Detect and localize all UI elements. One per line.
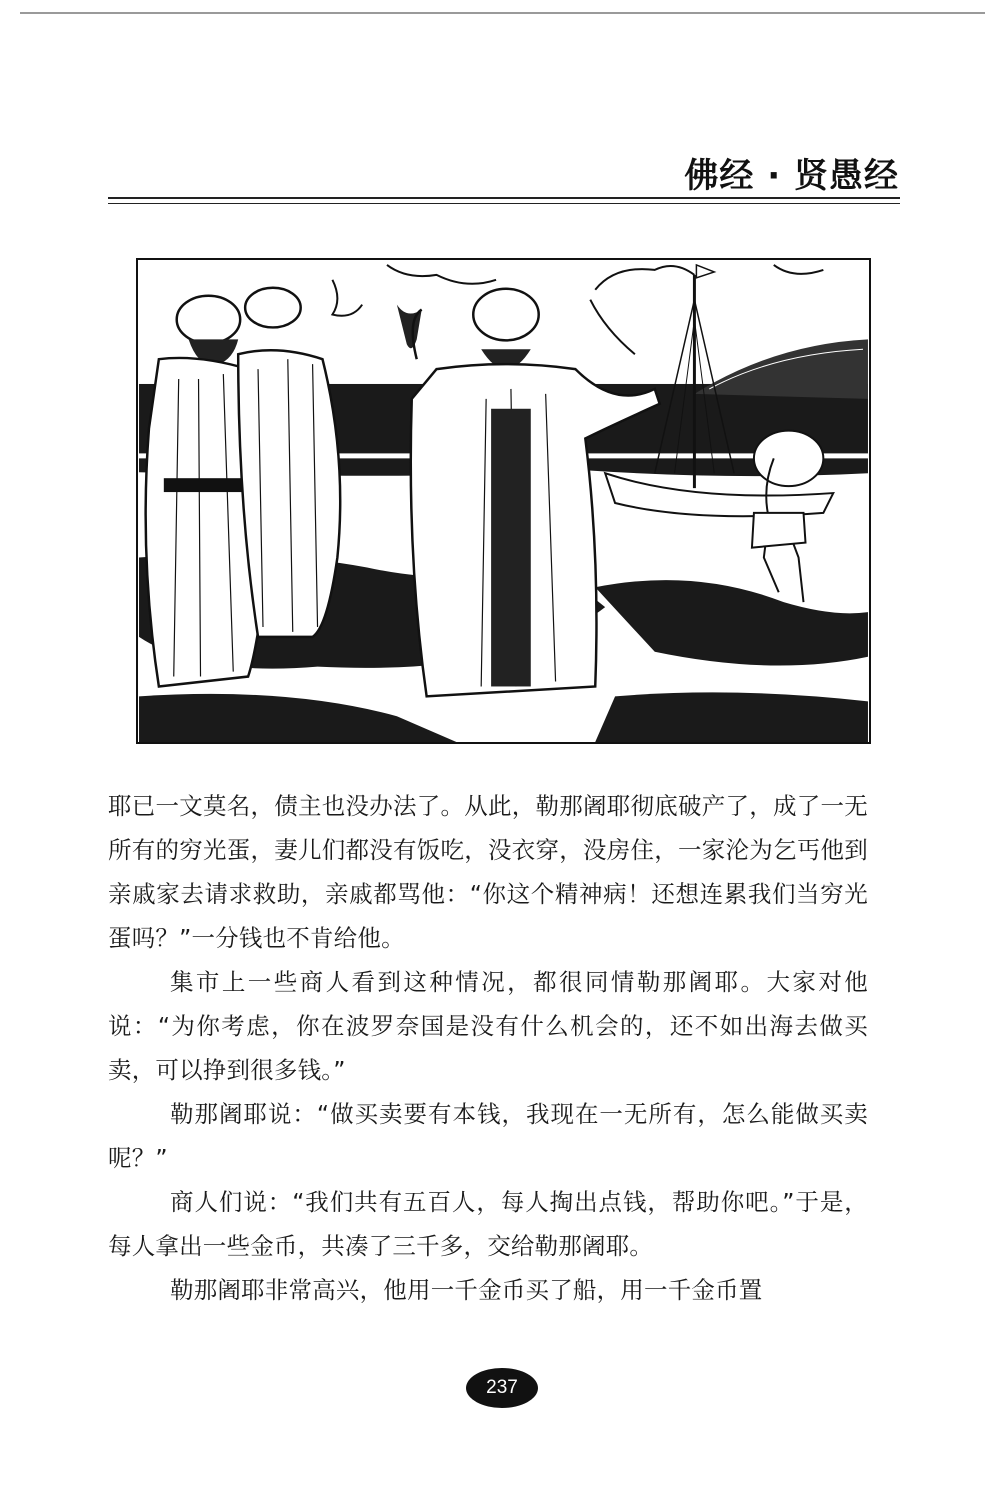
paragraph-2: 集市上一些商人看到这种情况，都很同情勒那阇耶。大家对他说：“为你考虑，你在波罗奈国是没有什么机会的，还不如出海去做买卖，可以挣到很多钱。”	[108, 968, 868, 1084]
header-rule	[108, 197, 900, 199]
running-header-title: 佛经 · 贤愚经	[684, 156, 899, 196]
paragraph-4: 商人们说：“我们共有五百人，每人掏出点钱，帮助你吧。”于是，每人拿出一些金币，共凑了三千多，交给勒那阇耶。	[108, 1188, 868, 1260]
story-illustration	[136, 258, 871, 744]
top-rule	[20, 12, 985, 14]
body-text	[108, 784, 868, 1312]
paragraph-5: 勒那阇耶非常高兴，他用一千金币买了船，用一千金币置	[170, 1276, 763, 1304]
paragraph-3: 勒那阇耶说：“做买卖要有本钱，我现在一无所有，怎么能做买卖呢？”	[108, 1100, 868, 1172]
illustration-drawing	[138, 260, 869, 742]
page-number: 237	[466, 1368, 538, 1408]
header-rule-thin	[108, 203, 900, 204]
paragraph-1: 耶已一文莫名，债主也没办法了。从此，勒那阇耶彻底破产了，成了一无所有的穷光蛋，妻儿们都没有饭吃，没衣穿，没房住，一家沦为乞丐他到亲戚家去请求救助，亲戚都骂他：“你这个精神病！还想连累我们当穷光蛋吗？”一分钱也不肯给他。	[108, 792, 868, 952]
